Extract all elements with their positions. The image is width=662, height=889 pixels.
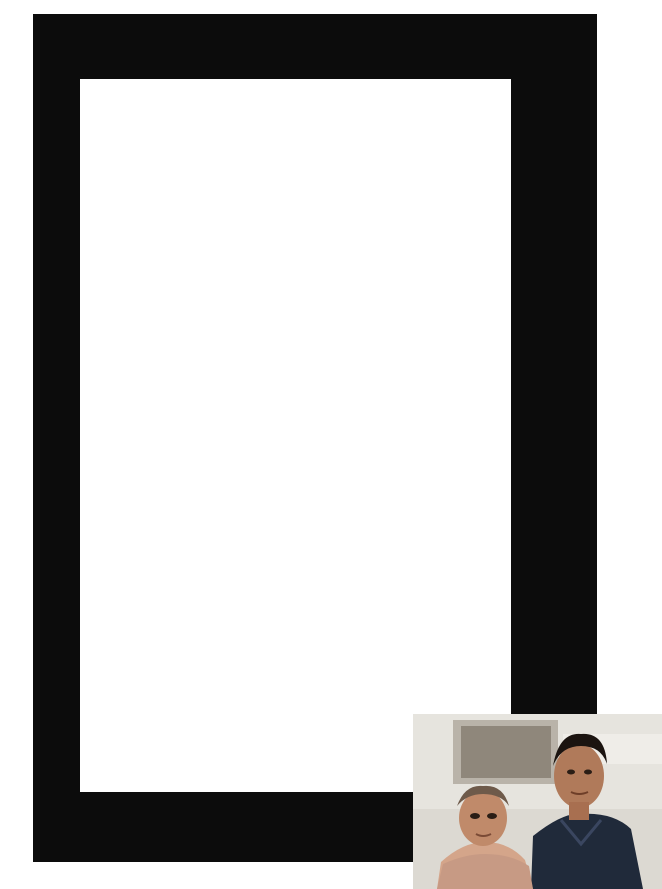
closing [96, 106, 516, 119]
photo-illustration [413, 714, 662, 889]
sender [96, 119, 516, 132]
letter-paper [80, 79, 511, 792]
letter-header [96, 93, 516, 106]
letter-body [96, 93, 516, 133]
caregiver-photo [413, 714, 662, 889]
